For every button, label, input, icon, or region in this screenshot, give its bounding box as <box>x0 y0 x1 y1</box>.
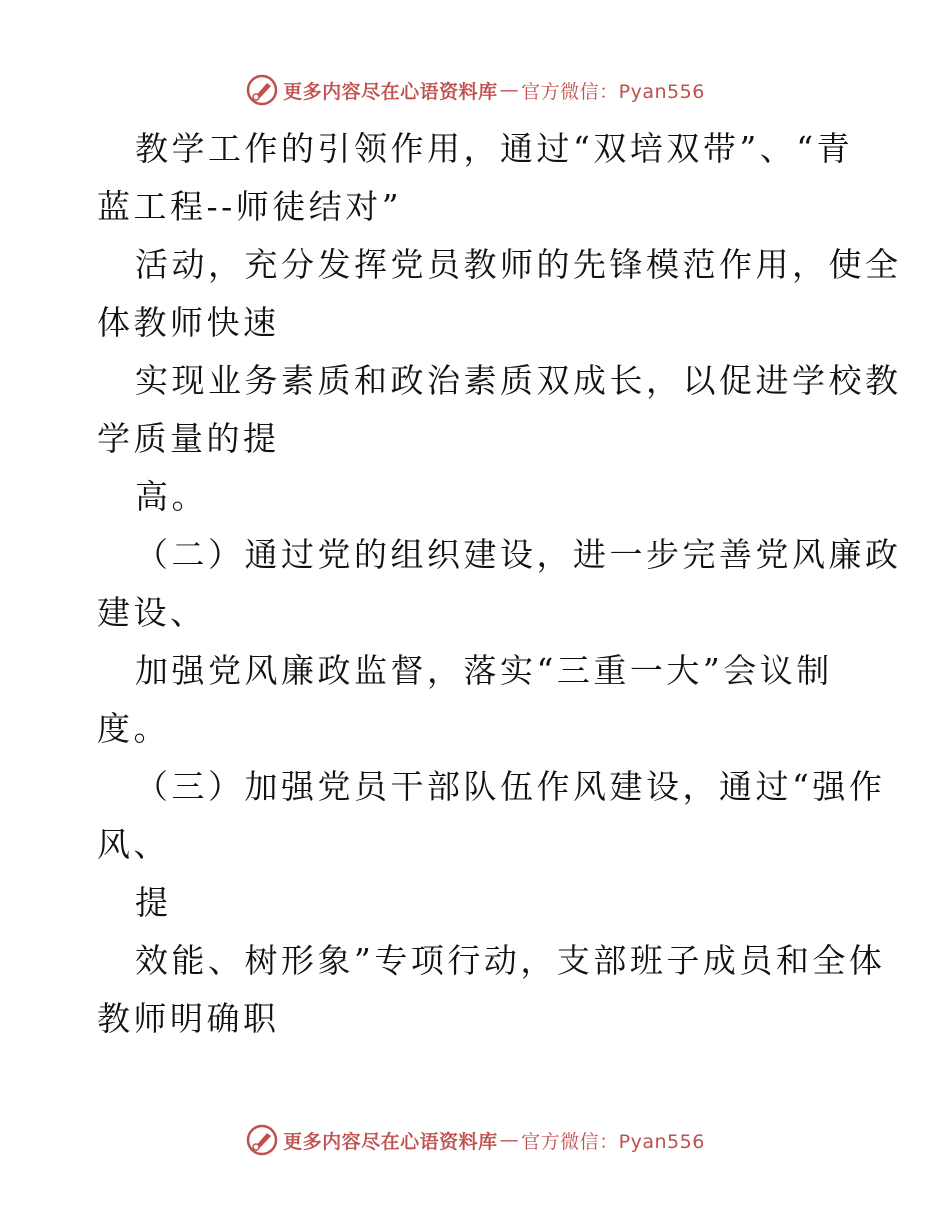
watermark-dash: — <box>499 79 520 101</box>
text-line: 学质量的提 <box>97 419 280 458</box>
pen-logo-icon <box>245 1123 279 1157</box>
text-line: 效能、树形象”专项行动，支部班子成员和全体 <box>135 941 886 980</box>
document-body <box>97 120 902 1048</box>
footer-watermark <box>0 1120 950 1160</box>
text-line: 实现业务素质和政治素质双成长，以促进学校教 <box>135 361 902 400</box>
watermark-main-text: 更多内容尽在心语资料库 <box>283 80 498 103</box>
text-line: 风、 <box>97 825 170 864</box>
text-line: 建设、 <box>97 593 207 632</box>
text-line: （二）通过党的组织建设，进一步完善党风廉政 <box>135 535 902 574</box>
watermark-wechat-text: 官方微信：Pyan556 <box>521 80 705 103</box>
text-line: （三）加强党员干部队伍作风建设，通过“强作 <box>135 767 886 806</box>
text-line: 高。 <box>135 477 208 516</box>
watermark-main-text: 更多内容尽在心语资料库 <box>283 1130 498 1153</box>
text-line: 教师明确职 <box>97 999 280 1038</box>
text-line: 体教师快速 <box>97 303 280 342</box>
text-line: 蓝工程--师徒结对” <box>97 187 403 226</box>
watermark-wechat-text: 官方微信：Pyan556 <box>521 1130 705 1153</box>
text-line: 教学工作的引领作用，通过“双培双带”、“青 <box>135 129 854 168</box>
text-line: 度。 <box>97 709 170 748</box>
header-watermark <box>0 70 950 110</box>
text-line: 加强党风廉政监督，落实“三重一大”会议制 <box>135 651 833 690</box>
watermark-dash: — <box>499 1129 520 1151</box>
text-line: 活动，充分发挥党员教师的先锋模范作用，使全 <box>135 245 902 284</box>
text-line: 提 <box>135 883 172 922</box>
pen-logo-icon <box>245 73 279 107</box>
